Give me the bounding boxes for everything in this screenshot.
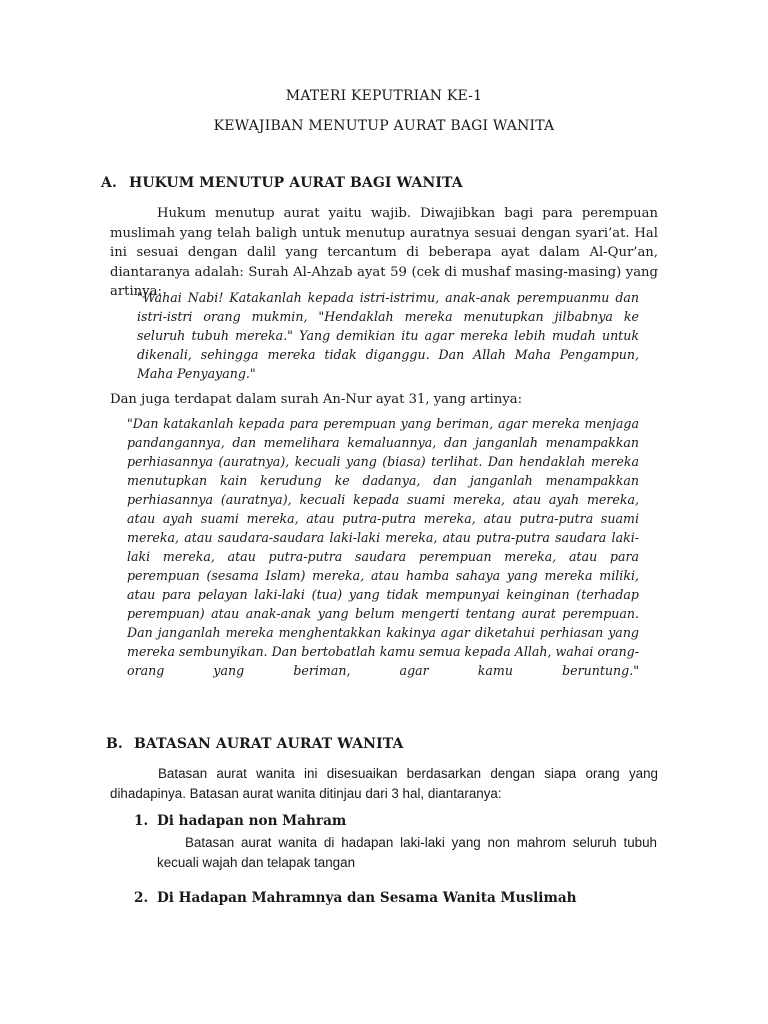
- section-a-heading: [101, 175, 463, 191]
- quote-al-ahzab-59: "Wahai Nabi! Katakanlah kepada istri-istrimu, anak-anak perempuanmu dan istri-istri orang mukmin, "Hendaklah mereka menutupkan jilbabnya ke seluruh tubuh mereka." Yang demikian itu agar mereka lebih mudah untuk dikenali, sehingga mereka tidak diganggu. Dan Allah Maha Pengampun, Maha Penyayang.": [137, 290, 639, 381]
- section-a-paragraph-2: Dan juga terdapat dalam surah An-Nur ayat 31, yang artinya:: [110, 392, 523, 407]
- list-item-1-heading: Di hadapan non Mahram: [157, 813, 347, 829]
- section-b-paragraph-1: Batasan aurat wanita ini disesuaikan berdasarkan dengan siapa orang yang dihadapinya. Batasan aurat wanita ditinjau dari 3 hal, diantaranya:: [110, 766, 658, 801]
- section-a-letter: A.: [101, 175, 117, 191]
- document-title-line-2: KEWAJIBAN MENUTUP AURAT BAGI WANITA: [213, 118, 555, 134]
- list-item-1-title: [134, 813, 346, 829]
- list-item-2-heading: Di Hadapan Mahramnya dan Sesama Wanita Muslimah: [157, 890, 577, 906]
- list-item-2-number: 2.: [134, 890, 149, 906]
- document-title-line-1: MATERI KEPUTRIAN KE-1: [285, 88, 483, 104]
- section-b-title: BATASAN AURAT AURAT WANITA: [134, 736, 404, 752]
- section-b-heading: [106, 736, 403, 752]
- list-item-2-title: [134, 890, 577, 906]
- section-a-paragraph-1: Hukum menutup aurat yaitu wajib. Diwajibkan bagi para perempuan muslimah yang telah baligh untuk menutup auratnya sesuai dengan syari’at. Hal ini sesuai dengan dalil yang tercantum di beberapa ayat dalam Al-Qur’an, diantaranya adalah: Surah Al-Ahzab ayat 59 (cek di mushaf masing-masing) yang artinya:: [110, 206, 658, 299]
- quote-an-nur-31: "Dan katakanlah kepada para perempuan yang beriman, agar mereka menjaga pandangannya, dan memelihara kemaluannya, dan janganlah menampakkan perhiasannya (auratnya), kecuali yang (biasa) terlihat. Dan hendaklah mereka menutupkan kain kerudung ke dadanya, dan janganlah menampakkan perhiasannya (auratnya), kecuali kepada suami mereka, atau ayah mereka, atau ayah suami mereka, atau putra-putra mereka, atau putra-putra suami mereka, atau saudara-saudara laki-laki mereka, atau putra-putra saudara laki-laki mereka, atau putra-putra saudara perempuan mereka, atau para perempuan (sesama Islam) mereka, atau hamba sahaya yang mereka miliki, atau para pelayan laki-laki (tua) yang tidak mempunyai keinginan (terhadap perempuan) atau anak-anak yang belum mengerti tentang aurat perempuan. Dan janganlah mereka menghentakkan kakinya agar diketahui perhiasan yang mereka sembunyikan. Dan bertobatlah kamu semua kepada Allah, wahai orang-orang yang beriman, agar kamu beruntung.": [127, 416, 639, 678]
- list-item-1-number: 1.: [134, 813, 149, 829]
- section-b-letter: B.: [106, 736, 123, 752]
- section-a-title: HUKUM MENUTUP AURAT BAGI WANITA: [129, 175, 463, 191]
- list-item-1-body: Batasan aurat wanita di hadapan laki-laki yang non mahrom seluruh tubuh kecuali wajah dan telapak tangan: [157, 835, 657, 870]
